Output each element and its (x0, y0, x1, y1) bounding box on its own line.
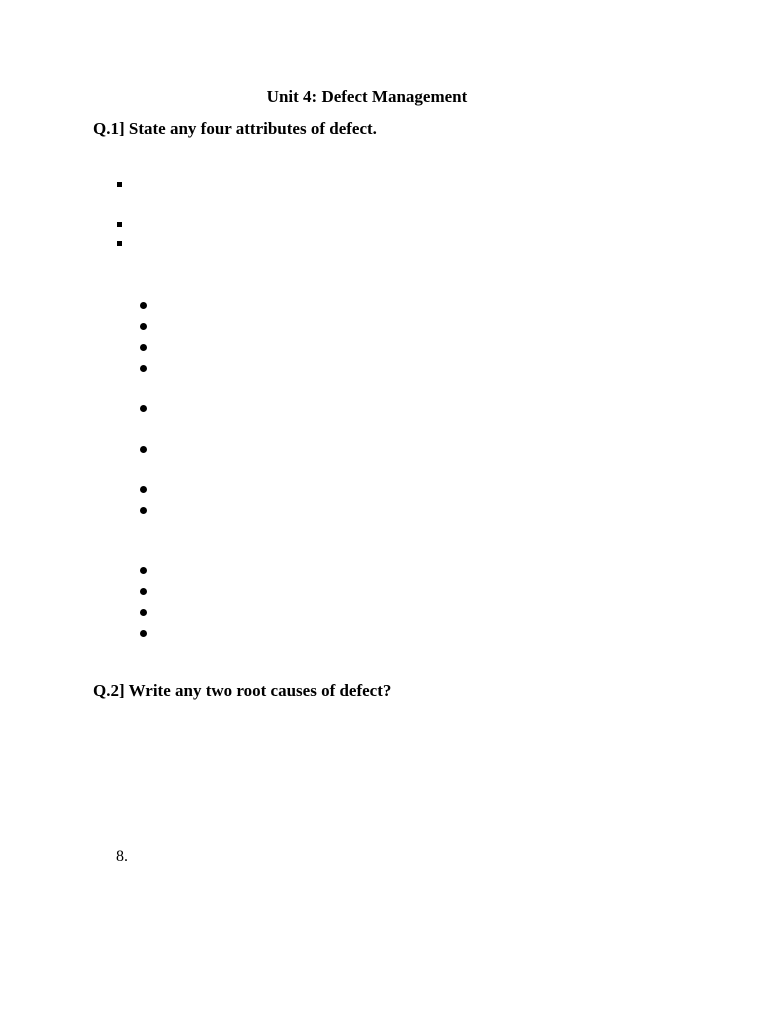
list-item-number: 8. (116, 848, 128, 865)
square-bullet-icon (117, 222, 122, 227)
round-bullet-icon (140, 446, 147, 453)
round-bullet-icon (140, 507, 147, 514)
round-bullet-icon (140, 588, 147, 595)
square-bullet-icon (117, 182, 122, 187)
round-bullet-icon (140, 365, 147, 372)
round-bullet-icon (140, 567, 147, 574)
round-bullet-icon (140, 630, 147, 637)
round-bullet-icon (140, 302, 147, 309)
page-title: Unit 4: Defect Management (266, 87, 468, 106)
round-bullet-icon (140, 609, 147, 616)
question-1: Q.1] State any four attributes of defect. (93, 119, 377, 138)
question-2: Q.2] Write any two root causes of defect? (93, 681, 392, 700)
round-bullet-icon (140, 323, 147, 330)
square-bullet-icon (117, 241, 122, 246)
round-bullet-icon (140, 405, 147, 412)
round-bullet-icon (140, 344, 147, 351)
round-bullet-icon (140, 486, 147, 493)
